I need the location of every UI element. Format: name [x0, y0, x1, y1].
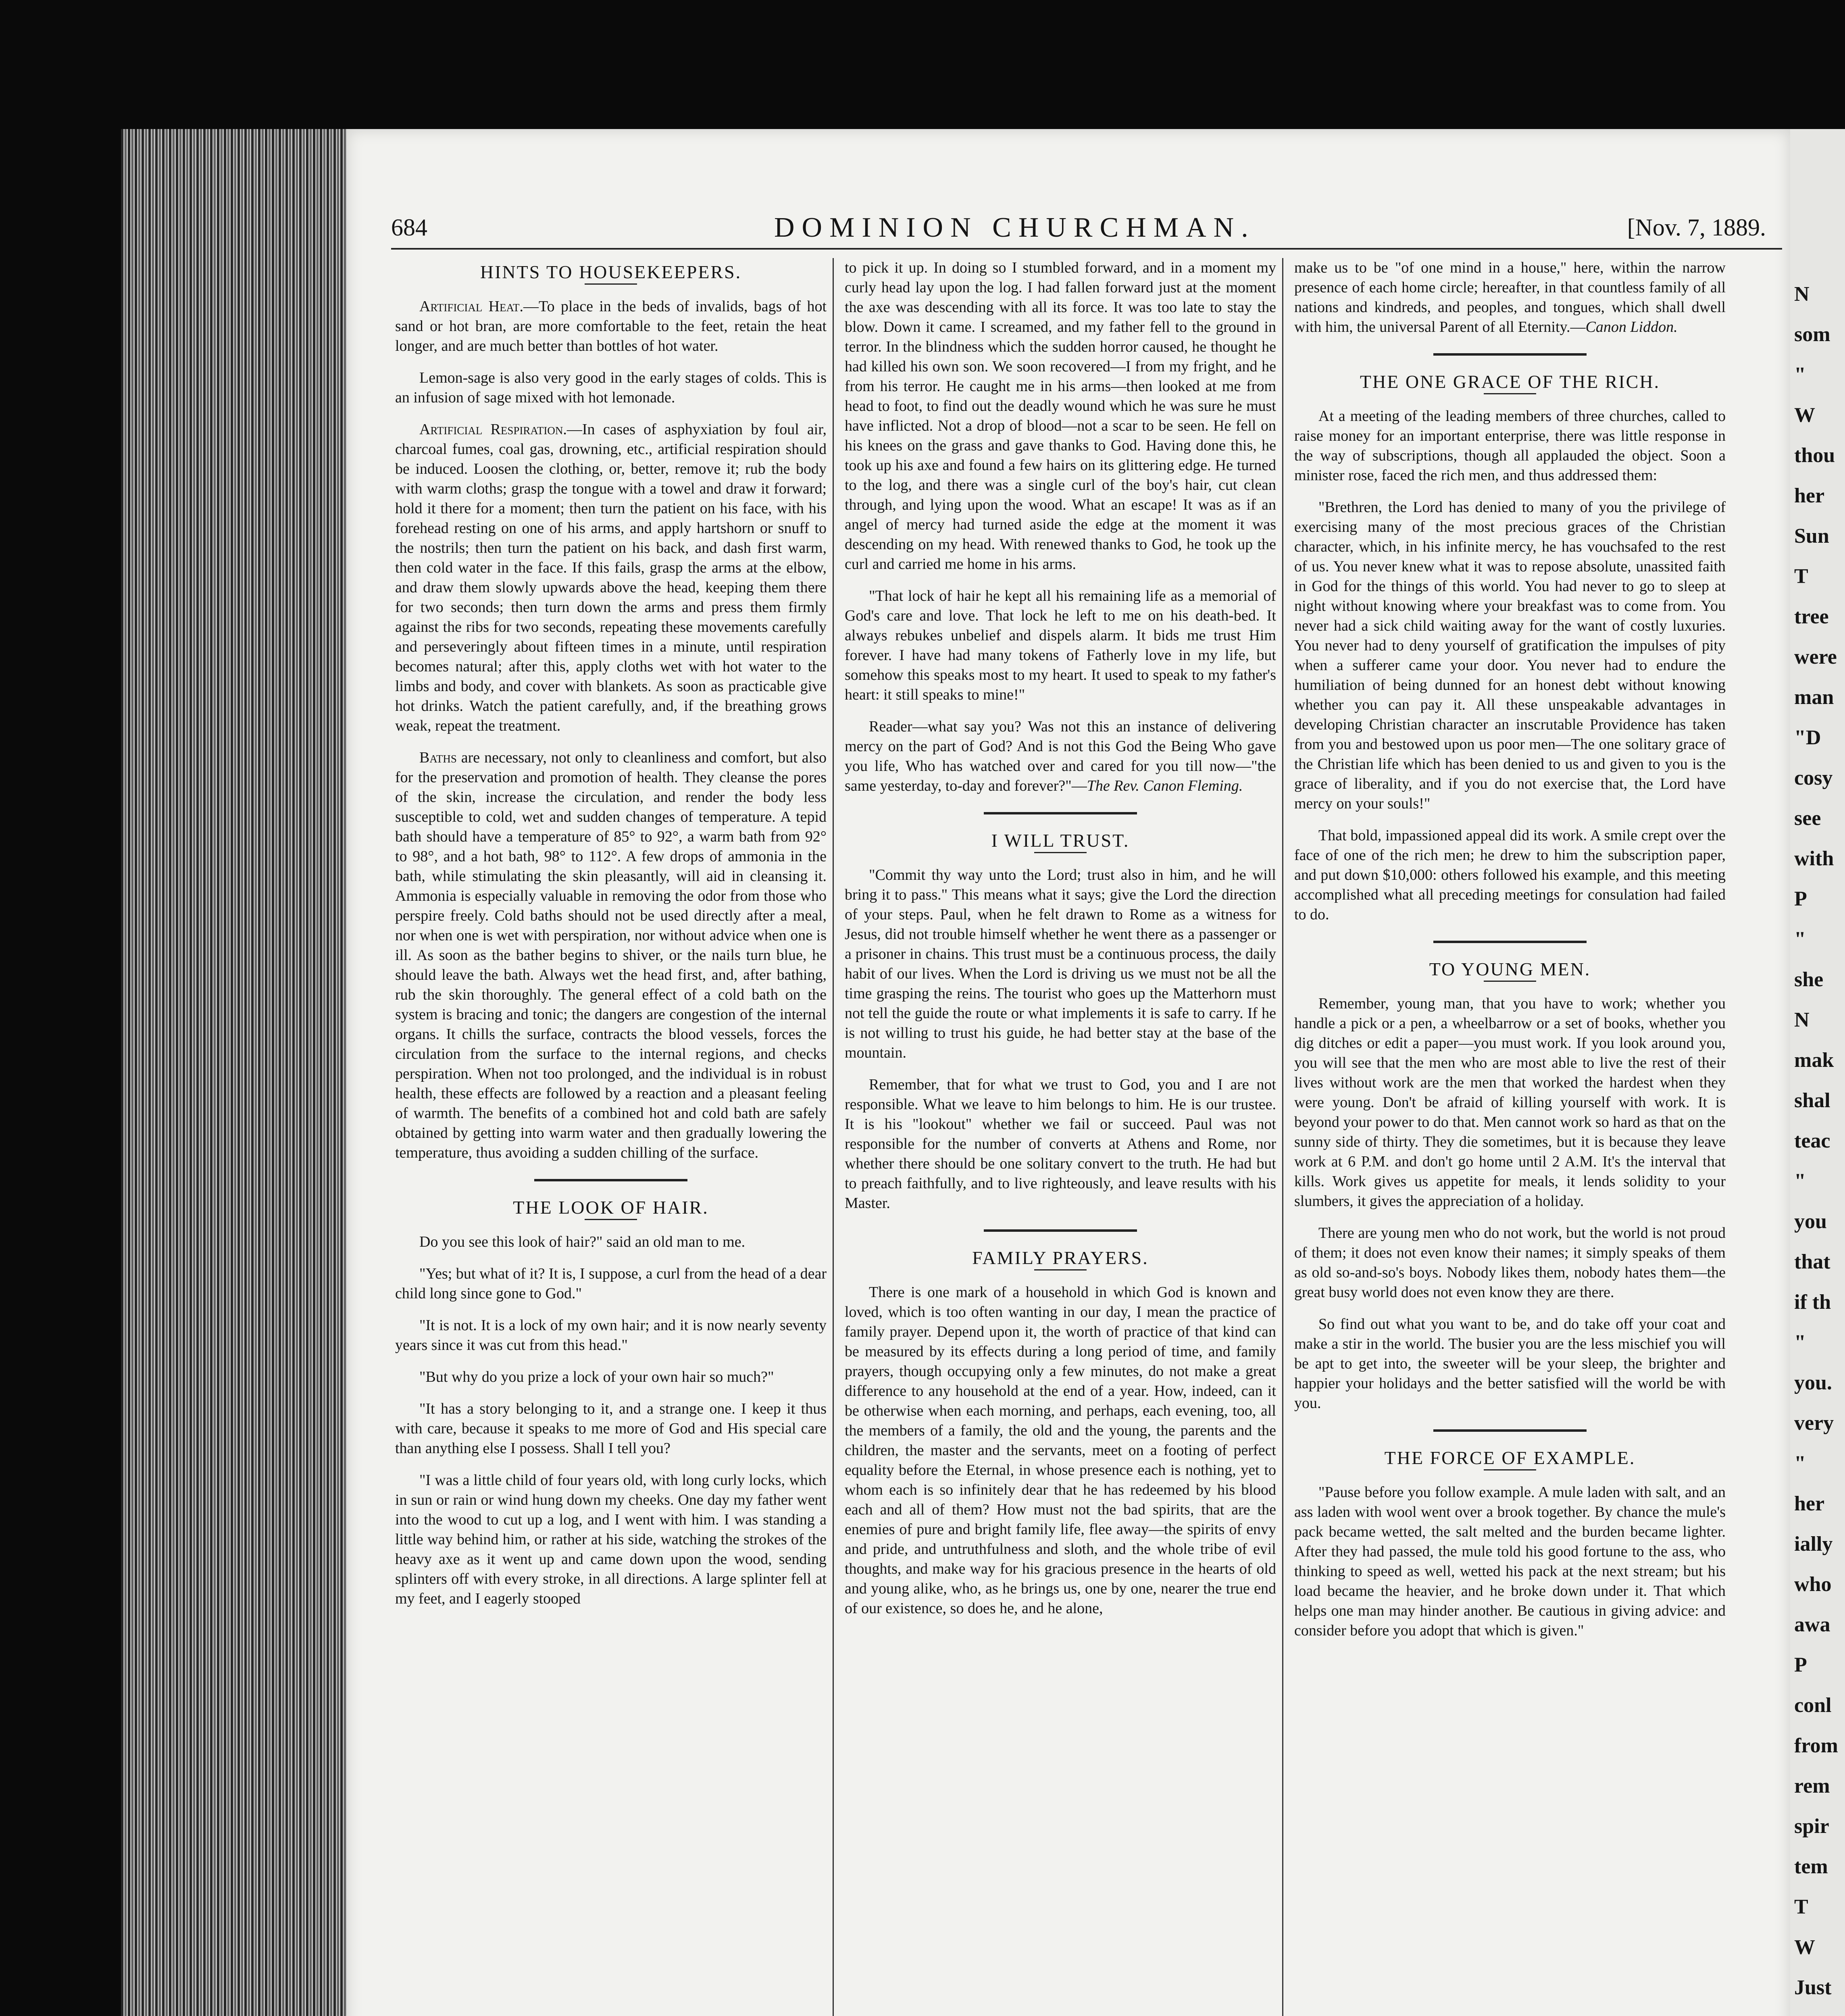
paragraph: "It is not. It is a lock of my own hair; and it is now nearly seventy years since it was cut from this head.": [395, 1317, 827, 1354]
paragraph: Lemon-sage is also very good in the early stages of colds. This is an infusion of sage mixed with hot lemonade.: [395, 369, 827, 406]
run-in-heading: Baths: [419, 749, 457, 766]
paragraph: Remember, that for what we trust to God, you and I are not responsible. What we leave to him belongs to him. He is our trustee. It is his "lookout" whether we fail or succeed. Paul was not responsible for the number of converts at Athens and Rome, nor whether there should be one solitary convert to the truth. He had but to preach faithfully, and to live righteously, and leave results with his Master.: [845, 1076, 1276, 1212]
facing-page-text: awa: [1794, 1613, 1830, 1636]
paragraph: "It has a story belonging to it, and a strange one. I keep it thus with care, because it speaks to me more of God and His special care than anything else I possess. Shall I tell you?: [395, 1400, 827, 1457]
paragraph: [395, 420, 827, 736]
column-divider: [833, 258, 834, 2016]
paragraph: There are young men who do not work, but the world is not proud of them; it does not even know their names; it simply speaks of them as old so-and-so's boys. Nobody likes them, nobody hates them—the great busy world does not even know they are there.: [1294, 1225, 1726, 1301]
facing-page-text: rem: [1794, 1774, 1830, 1797]
facing-page-text: W: [1794, 1936, 1815, 1959]
facing-page-text: teac: [1794, 1129, 1830, 1152]
title-rule: [585, 283, 637, 285]
article-title-grace: THE ONE GRACE OF THE RICH.: [1360, 371, 1660, 392]
facing-page-text: with: [1794, 847, 1834, 870]
column-2: [845, 258, 1276, 1631]
facing-page-text: her: [1794, 1492, 1825, 1515]
facing-page-text: very: [1794, 1412, 1834, 1435]
facing-page-text: thou: [1794, 444, 1835, 467]
facing-page-text: tem: [1794, 1855, 1828, 1878]
article-title-young-men: TO YOUNG MEN.: [1429, 959, 1591, 979]
article-title-hints: HINTS TO HOUSEKEEPERS.: [480, 262, 742, 282]
facing-page-text: you.: [1794, 1371, 1832, 1394]
header-rule: [391, 248, 1782, 250]
facing-page-text: ": [1794, 1452, 1806, 1475]
facing-page-text: Sun: [1794, 525, 1829, 548]
column-3: [1294, 258, 1726, 1653]
facing-page-text: T: [1794, 565, 1808, 588]
facing-page-text: mak: [1794, 1049, 1834, 1072]
paragraph-text: —In cases of asphyxiation by foul air, charcoal fumes, coal gas, drowning, etc., artificial respiration should be induced. Loosen the clothing, or, better, remove it; rub the body with warm cloths; grasp the tongue with a towel and draw it forward; hold it there for a moment; then turn the patient on his face, with his forehead resting on one of his arms, and apply hartshorn or snuff to the nostrils; then turn the patient on his back, and dash first warm, then cold water in the face. If this fails, grasp the arms at the elbow, and draw them slowly upwards above the head, keeping them there for two seconds; then turn down the arms and press them firmly against the ribs for two seconds, repeating these movements carefully and perseveringly about fifteen times in a minute, until respiration becomes natural; after this, apply cloths wet with hot water to the limbs and body, and cover with blankets. As soon as practicable give hot drinks. Watch the patient carefully, and, if the breathing grows weak, repeat the treatment.: [395, 421, 827, 734]
paragraph: "Brethren, the Lord has denied to many of you the privilege of exercising many of the most precious graces of the Christian character, which, in his infinite mercy, he has vouchsafed to the rest of us. You never knew what it was to repose absolute, unassited faith in God for the things of this world. You had never to go to sleep at night without knowing where your breakfast was to come from. You never had a sick child waiting away for the want of costly luxuries. You never had to deny yourself of gratification the impulses of pity when a sufferer came your door. You never had to endure the humiliation of being dunned for an honest debt without knowing whether you can pay it. All these unspeakable advantages in developing Christian character an inscrutable Providence has taken from you and bestowed upon us poor men—The one solitary grace of the Christian life which has been denied to us and given to you is the grace of liberality, and if you do not exercise that, the Lord have mercy on your souls!": [1294, 499, 1726, 812]
facing-page-text: T: [1794, 1895, 1808, 1918]
issue-date: [Nov. 7, 1889.: [1627, 214, 1766, 241]
facing-page-text: from: [1794, 1734, 1838, 1757]
newspaper-page: [347, 129, 1790, 2016]
facing-page-text: N: [1794, 283, 1810, 306]
facing-page-text: ": [1794, 928, 1806, 951]
title-rule: [1484, 981, 1536, 982]
paragraph: Remember, young man, that you have to work; whether you handle a pick or a pen, a wheelbarrow or a set of books, whether you dig ditches or edit a paper—you must work. If you look around you, you will see that the men who are most able to live the rest of their lives without work are the men that worked the hardest when they were young. Don't be afraid of killing yourself with work. It is beyond your power to do that. Men cannot work so hard as that on the sunny side of thirty. They die sometimes, but it is because they leave work at 6 P.M. and don't go home until 2 A.M. It's the interval that kills. Work gives us appetite for meals, it lends solidity to your slumbers, it gives the appreciation of a holiday.: [1294, 995, 1726, 1210]
facing-page-text: Just: [1794, 1976, 1832, 1999]
paragraph: [395, 297, 827, 356]
facing-page-text: man: [1794, 686, 1834, 709]
article-title-trust: I WILL TRUST.: [991, 830, 1130, 851]
title-rule: [1484, 1469, 1536, 1470]
facing-page-text: you: [1794, 1210, 1827, 1233]
facing-page-text: she: [1794, 968, 1824, 991]
paragraph: That bold, impassioned appeal did its work. A smile crept over the face of one of the rich men; he drew to him the subscription paper, and put down $10,000: others followed his example, and this meeting accomplished what all preceding meetings for consulation had failed to do.: [1294, 827, 1726, 923]
paragraph: Do you see this look of hair?" said an old man to me.: [419, 1233, 745, 1250]
facing-page-text: P: [1794, 887, 1807, 910]
article-title-example: THE FORCE OF EXAMPLE.: [1384, 1447, 1636, 1468]
paragraph: There is one mark of a household in which God is known and loved, which is too often wanting in our day, I mean the practice of family prayer. Depend upon it, the worth of practice of that kind can be measured by its effects during a long period of time, and family prayers, though occupying only a few minutes, do not make a great difference to any household at the end of a year. How, indeed, can it be otherwise when each morning, and perhaps, each evening, too, all the members of a family, the old and the young, the parents and the children, the master and the servants, meet on a footing of perfect equality before the Eternal, in whose presence each is nothing, yet to whom each is so infinitely dear that he has redeemed by his blood each and all of them? How must not the bad spirits, that are the enemies of pure and bright family life, flee away—the spirits of envy and pride, and untruthfulness and sloth, and the whole tribe of evil thoughts, and make way for his gracious presence in the hearts of old and young alike, who, as he brings us, one by one, nearer the true end of our existence, so does he, and he alone,: [845, 1284, 1276, 1617]
title-rule: [1034, 1269, 1087, 1270]
run-in-heading: Artificial Respiration.: [419, 421, 567, 438]
article-title-hair: THE LOOK OF HAIR.: [513, 1197, 709, 1218]
facing-page-text: "D: [1794, 726, 1821, 749]
facing-page-text: ": [1794, 1331, 1806, 1354]
column-divider: [1282, 258, 1283, 2016]
title-rule: [1034, 852, 1087, 853]
facing-page-text: cosy: [1794, 766, 1833, 789]
section-rule: [984, 1229, 1137, 1232]
facing-page-text: spir: [1794, 1815, 1829, 1838]
facing-page-text: shal: [1794, 1089, 1830, 1112]
facing-page-fragment: [1790, 129, 1845, 2016]
paragraph: [1294, 258, 1726, 337]
paragraph: "That lock of hair he kept all his remaining life as a memorial of God's care and love. That lock he left to me on his death-bed. It always rebukes unbelief and dispels alarm. It bids me trust Him forever. I have had many tokens of Fatherly love in my life, but somehow this speaks most to my heart. It used to speak to my father's heart: it still speaks to mine!": [845, 587, 1276, 703]
title-rule: [585, 1219, 637, 1220]
run-in-heading: Artificial Heat.: [419, 298, 524, 315]
facing-page-text: ": [1794, 1170, 1806, 1193]
facing-page-text: that: [1794, 1250, 1830, 1273]
paragraph: At a meeting of the leading members of three churches, called to raise money for an important enterprise, there was little response in the way of subscriptions, though all applauded the object. Soon a minister rose, faced the rich men, and thus addressed them:: [1294, 408, 1726, 484]
paragraph: "But why do you prize a lock of your own hair so much?": [419, 1368, 774, 1385]
facing-page-text: see: [1794, 807, 1821, 830]
facing-page-text: were: [1794, 646, 1837, 669]
paragraph: "Yes; but what of it? It is, I suppose, a curl from the head of a dear child long since gone to God.": [395, 1265, 827, 1302]
page-header: [391, 190, 1782, 243]
facing-page-text: ially: [1794, 1533, 1833, 1556]
paragraph: "Commit thy way unto the Lord; trust also in him, and he will bring it to pass." This means what it says; give the Lord the direction of your steps. Paul, when he felt drawn to Rome as a witness for Jesus, did not trouble himself whether he went there as a passenger or a prisoner in chains. This trust must be a continuous process, the daily habit of our lives. When the Lord is driving us we must not be all the time grasping the reins. The tourist who goes up the Matterhorn must not tell the guide the route or what implements it is safe to carry. If he is not willing to trust his guide, he had better stay at the base of the mountain.: [845, 866, 1276, 1061]
paragraph-text: —To place in the beds of invalids, bags of hot sand or hot bran, are more comfortable to the feet, retain the heat longer, and are much better than bottles of hot water.: [395, 298, 827, 354]
paragraph: to pick it up. In doing so I stumbled forward, and in a moment my curly head lay upon the log. I had fallen forward just at the moment the axe was descending with all its force. It was too late to stay the blow. Down it came. I screamed, and my father fell to the ground in terror. In the blindness which the sudden horror caused, he thought he had killed his own son. We soon recovered—I from my fright, and he from his terror. He caught me in his arms—then looked at me from head to foot, to find out the deadly wound which he was sure he must have inflicted. Not a drop of blood—not a scar to be seen. He fell on his knees on the grass and gave thanks to God. Having done this, he took up his axe and found a few hairs on its glittering edge. He turned to the log, and there was a single curl of the boy's hair, cut clean through, and lying upon the wood. What an escape! It was as if an angel of mercy had turned aside the edge at the moment it was descending on my head. With renewed thanks to God, he took up the curl and carried me home in his arms.: [845, 259, 1276, 573]
section-rule: [534, 1179, 687, 1181]
facing-page-text: if th: [1794, 1291, 1831, 1314]
facing-page-text: som: [1794, 323, 1830, 346]
column-1: [395, 258, 827, 1621]
facing-page-text: her: [1794, 484, 1825, 507]
paragraph: [845, 717, 1276, 796]
page-number: 684: [391, 214, 427, 241]
facing-page-text: W: [1794, 404, 1815, 427]
paragraph-text: make us to be "of one mind in a house," here, within the narrow presence of each home circle; hereafter, in that countless family of all nations and kindreds, and peoples, and tongues, which shall dwell with him, the universal Parent of all Eternity.—: [1294, 259, 1726, 335]
paragraph: "Pause before you follow example. A mule laden with salt, and an ass laden with wool went over a brook together. By chance the mule's pack became wetted, the salt melted and the burden became lighter. After they had passed, the mule told his good fortune to the ass, who thinking to speed as well, wetted his pack at the next stream; but his load became the heavier, and he broke down under it. That which helps one man may hinder another. Be cautious in giving advice: and consider before you adopt that which is given.": [1294, 1484, 1726, 1639]
section-rule: [1433, 353, 1587, 356]
facing-page-text: who: [1794, 1573, 1832, 1596]
facing-page-text: ": [1794, 363, 1806, 386]
paragraph: [395, 748, 827, 1163]
section-rule: [1433, 1429, 1587, 1432]
facing-page-text: P: [1794, 1654, 1807, 1677]
paragraph-text: Reader—what say you? Was not this an instance of delivering mercy on the part of God? And is not this God the Being Who gave you life, Who has watched over and cared for you till now—"the same yesterday, to-day and forever?"—: [845, 718, 1276, 794]
facing-page-text: N: [1794, 1008, 1810, 1031]
title-rule: [1484, 393, 1536, 394]
facing-page-text: tree: [1794, 605, 1829, 628]
attribution: Canon Liddon.: [1585, 319, 1678, 335]
section-rule: [984, 812, 1137, 814]
paragraph-text: are necessary, not only to cleanliness and comfort, but also for the preservation and promotion of health. They cleanse the pores of the skin, increase the circulation, and render the body less susceptible to cold, wet and sudden changes of temperature. A tepid bath should have a temperature of 85° to 92°, a warm bath from 92° to 98°, and a hot bath, 98° to 112°. A few drops of ammonia in the bath, while stimulating the skin pleasantly, will aid in cleansing it. Ammonia is especially valuable in removing the odor from those who perspire freely. Cold baths should not be used directly after a meal, nor when one is wet with perspiration, nor without advice when one is ill. As soon as the bather begins to shiver, or the nails turn blue, he should leave the bath. Always wet the head first, and, after bathing, rub the skin thoroughly. The general effect of a cold bath on the system is bracing and tonic; the dangers are congestion of the internal organs. It chills the surface, contracts the blood vessels, forces the circulation from the surface to the internal regions, and checks perspiration. When not too prolonged, and the individual is in robust health, these effects are followed by a reaction and a pleasant feeling of warmth. The benefits of a combined hot and cold bath are safely obtained by getting into warm water and then gradually lowering the temperature, thus avoiding a sudden chilling of the surface.: [395, 749, 827, 1161]
section-rule: [1433, 941, 1587, 943]
paragraph: So find out what you want to be, and do take off your coat and make a stir in the world. The busier you are the less mischief you will be apt to get into, the sweeter will be your sleep, the brighter and happier your holidays and the better satisfied will the world be with you.: [1294, 1316, 1726, 1412]
paragraph: "I was a little child of four years old, with long curly locks, which in sun or rain or wind hung down my cheeks. One day my father went into the wood to cut up a log, and I went with him. I was standing a little way behind him, or rather at his side, watching the strokes of the heavy axe as it went up and came down upon the wood, sending splinters off with every stroke, in all directions. A large splinter fell at my feet, and I eagerly stooped: [395, 1472, 827, 1607]
attribution: The Rev. Canon Fleming.: [1087, 777, 1243, 794]
masthead-title: DOMINION CHURCHMAN.: [774, 212, 1256, 243]
facing-page-text: conl: [1794, 1694, 1832, 1717]
article-title-prayers: FAMILY PRAYERS.: [972, 1248, 1149, 1268]
page-edges: [121, 129, 347, 2016]
